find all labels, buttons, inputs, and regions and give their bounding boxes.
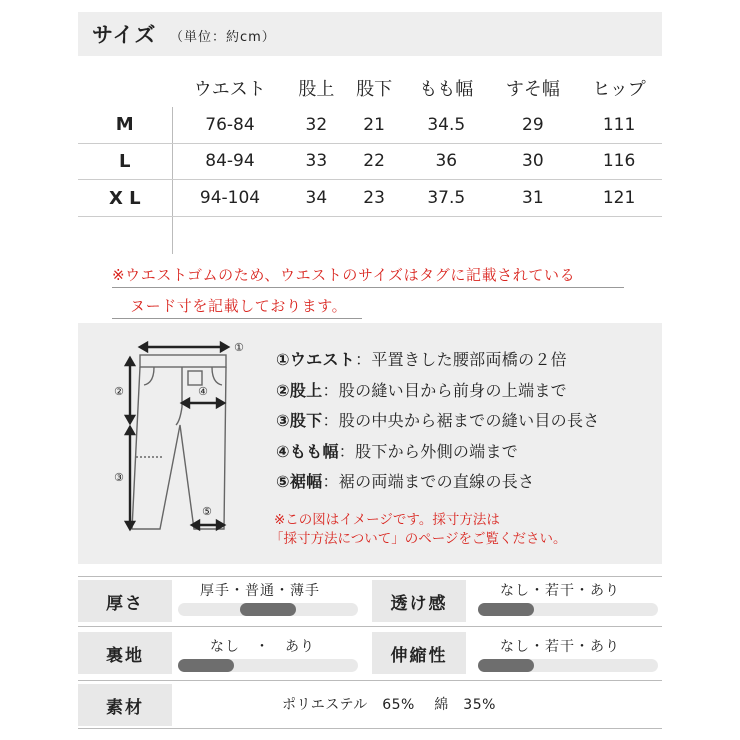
table-cell: 23	[345, 180, 403, 217]
table-cell: 121	[576, 180, 662, 217]
guide-num: ④	[276, 441, 290, 461]
table-cell: 32	[287, 107, 345, 144]
stretch-scale	[478, 659, 658, 672]
table-cell: 21	[345, 107, 403, 144]
guide-num: ③	[276, 411, 290, 430]
marker-1: ①	[234, 341, 244, 354]
stretch-indicator	[478, 659, 534, 672]
guide-term: 股下	[289, 411, 323, 430]
guide-note-line1: ※この図はイメージです。採寸方法は	[274, 512, 500, 528]
spec-divider	[78, 626, 662, 627]
table-cell: 31	[490, 180, 577, 217]
table-cell: 76-84	[172, 107, 287, 144]
column-header: 股下	[356, 79, 393, 101]
table-row-empty	[78, 216, 662, 254]
guide-note	[270, 511, 566, 549]
spec-label-sheerness: 透け感	[372, 580, 466, 622]
guide-item-rise	[276, 378, 600, 409]
guide-desc: ：平置きした腰部両橋の２倍	[355, 350, 567, 369]
guide-item-inseam	[276, 408, 600, 439]
sheerness-options: なし・若干・あり	[500, 583, 620, 599]
guide-desc: ：股下から外側の端まで	[338, 441, 519, 461]
guide-desc: ：裾の両端までの直線の長さ	[322, 472, 535, 491]
table-cell: 29	[490, 107, 577, 144]
spec-label-stretch: 伸縮性	[372, 632, 466, 674]
table-cell: 34	[287, 180, 345, 217]
size-table	[78, 70, 662, 254]
spec-label-lining: 裏地	[78, 632, 172, 674]
waist-note-line1: ※ウエストゴムのため、ウエストのサイズはタグに記載されている	[112, 266, 576, 284]
guide-term: もも幅	[289, 441, 339, 461]
sheerness-indicator	[478, 603, 534, 616]
table-row	[78, 107, 662, 144]
unit-label: （単位：約cm）	[170, 30, 276, 45]
size-label: X L	[78, 180, 172, 217]
marker-4: ④	[198, 385, 208, 398]
guide-note-line2: 「採寸方法について」のページをご覧ください。	[270, 531, 567, 547]
title-bar	[78, 12, 662, 56]
column-header: ヒップ	[592, 79, 646, 101]
header-size-cell	[78, 70, 172, 107]
table-cell: 34.5	[403, 107, 490, 144]
guide-desc: ：股の縫い目から前身の上端まで	[322, 380, 567, 400]
column-header: ウエスト	[193, 79, 266, 101]
table-row	[78, 143, 662, 180]
spec-divider	[78, 680, 662, 681]
guide-desc: ：股の中央から裾までの縫い目の長さ	[322, 411, 600, 430]
note-underline	[112, 318, 362, 319]
column-header: すそ幅	[505, 79, 560, 101]
table-cell: 33	[287, 143, 345, 180]
guide-list	[276, 347, 600, 500]
table-cell: 84-94	[172, 143, 287, 180]
table-cell: 22	[345, 143, 403, 180]
table-cell: 36	[403, 143, 490, 180]
spec-divider	[78, 576, 662, 577]
table-cell: 37.5	[403, 180, 490, 217]
stretch-options: なし・若干・あり	[500, 639, 620, 655]
table-cell: 94-104	[172, 180, 287, 217]
sheerness-scale	[478, 603, 658, 616]
lining-options: なし ・ あり	[210, 639, 315, 655]
lining-scale	[178, 659, 358, 672]
material-value: ポリエステル 65% 綿 35%	[282, 697, 496, 713]
size-label: L	[78, 143, 172, 180]
thickness-scale	[178, 603, 358, 616]
table-cell: 116	[576, 143, 662, 180]
table-row	[78, 180, 662, 217]
marker-3: ③	[114, 471, 124, 484]
guide-num: ①	[276, 350, 290, 369]
guide-num: ②	[276, 380, 290, 400]
guide-term: 裾幅	[289, 472, 323, 491]
marker-2: ②	[114, 385, 124, 398]
note-underline	[112, 287, 624, 288]
column-header: もも幅	[419, 79, 474, 101]
thickness-indicator	[240, 603, 296, 616]
spec-label-material: 素材	[78, 684, 172, 726]
page-title: サイズ	[92, 23, 157, 47]
table-header-row	[78, 70, 662, 107]
pants-diagram	[102, 337, 252, 537]
spec-label-thickness: 厚さ	[78, 580, 172, 622]
spec-divider	[78, 728, 662, 729]
empty-cell	[172, 216, 662, 254]
guide-term: ウエスト	[289, 350, 356, 369]
lining-indicator	[178, 659, 234, 672]
column-header: 股上	[298, 79, 335, 101]
table-cell: 30	[490, 143, 577, 180]
guide-num: ⑤	[276, 472, 290, 491]
guide-item-thigh	[276, 439, 600, 470]
measurement-guide	[78, 323, 662, 564]
guide-item-hem	[276, 469, 600, 500]
marker-5: ⑤	[202, 505, 212, 518]
waist-note-line2: ヌード寸を記載しております。	[130, 297, 348, 315]
guide-item-waist	[276, 347, 600, 378]
guide-term: 股上	[289, 380, 323, 400]
thickness-options: 厚手・普通・薄手	[200, 583, 320, 599]
empty-cell	[78, 216, 172, 254]
size-label: M	[78, 107, 172, 144]
table-cell: 111	[576, 107, 662, 144]
